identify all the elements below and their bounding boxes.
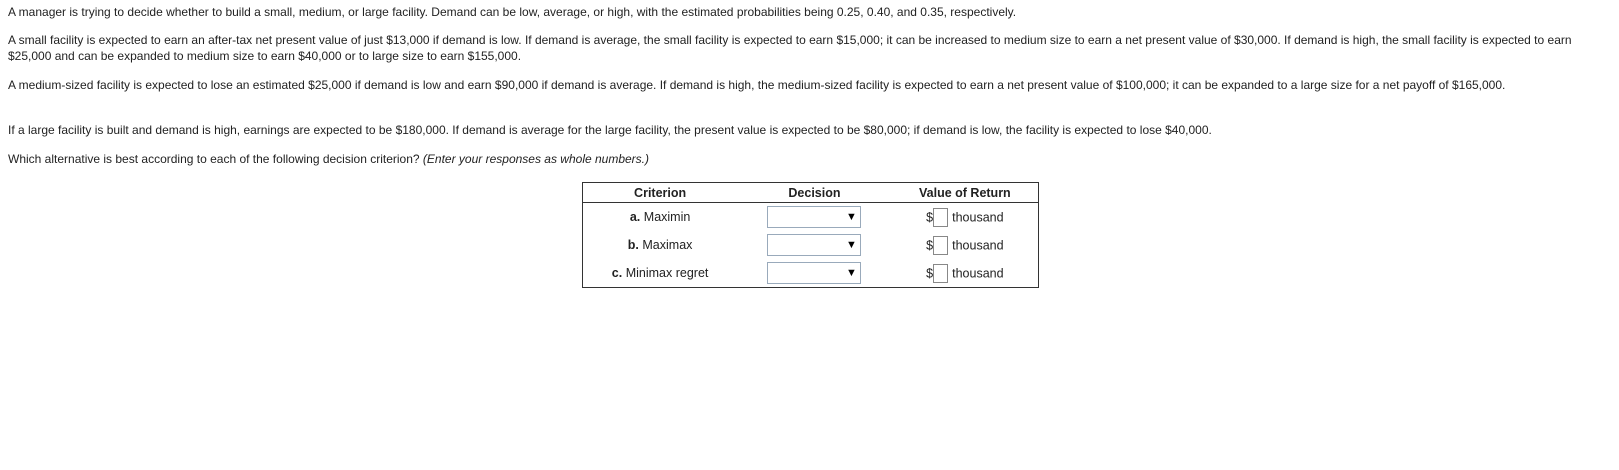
header-decision: Decision: [737, 183, 892, 203]
decision-cell: [737, 231, 892, 259]
header-value-of-return: Value of Return: [892, 183, 1039, 203]
unit-label: thousand: [952, 210, 1004, 224]
value-input-minimax-regret[interactable]: [933, 264, 948, 283]
answer-instruction: (Enter your responses as whole numbers.): [422, 152, 650, 166]
criterion-label: Minimax regret: [625, 266, 709, 280]
decision-dropdown-maximin[interactable]: [767, 206, 861, 228]
decision-dropdown-maximax[interactable]: [767, 234, 861, 256]
criterion-cell: [583, 231, 738, 259]
problem-paragraph-3: A medium-sized facility is expected to lose an estimated $25,000 if demand is low and earn $90,000 if demand is average. If demand is high, the medium-sized facility is expected to earn a net present value of $100,000; it can be expanded to a large size for a net payoff of $165,000.: [8, 78, 1506, 92]
criterion-label: Maximax: [642, 238, 693, 252]
decision-criteria-table: [582, 182, 1039, 288]
criterion-cell: [583, 203, 738, 232]
table-header-row: [583, 183, 1039, 203]
decision-dropdown-minimax-regret[interactable]: [767, 262, 861, 284]
criterion-letter: a.: [629, 210, 641, 224]
currency-symbol: $: [926, 238, 934, 252]
value-input-maximin[interactable]: [933, 208, 948, 227]
table-row: [583, 231, 1039, 259]
question-prompt: Which alternative is best according to each of the following decision criterion?: [8, 152, 420, 166]
currency-symbol: $: [926, 210, 934, 224]
header-criterion: Criterion: [583, 183, 738, 203]
problem-paragraph-2: A small facility is expected to earn an after-tax net present value of just $13,000 if demand is low. If demand is average, the small facility is expected to earn $15,000; it can be increased to medium size to earn a net present value of $30,000. If demand is high, the small facility is expected to earn $25,000 and can be expanded to medium size to earn $40,000 or to large size to earn $155,000.: [8, 33, 1572, 63]
unit-label: thousand: [952, 266, 1004, 280]
question-text: [8, 151, 1608, 167]
criterion-cell: [583, 259, 738, 288]
table-row: [583, 259, 1039, 288]
problem-paragraph-4: If a large facility is built and demand is high, earnings are expected to be $180,000. If demand is average for the large facility, the present value is expected to be $80,000; if demand is low, the facility is expected to lose $40,000.: [8, 123, 1212, 137]
criterion-label: Maximin: [643, 210, 691, 224]
decision-cell: [737, 203, 892, 232]
value-cell: [892, 231, 1039, 259]
currency-symbol: $: [926, 266, 934, 280]
value-cell: [892, 203, 1039, 232]
value-input-maximax[interactable]: [933, 236, 948, 255]
criterion-letter: b.: [627, 238, 639, 252]
value-cell: [892, 259, 1039, 288]
dropdown-arrow-icon[interactable]: ▼: [846, 239, 857, 251]
table-row: [583, 203, 1039, 232]
criterion-letter: c.: [611, 266, 623, 280]
decision-cell: [737, 259, 892, 288]
dropdown-arrow-icon[interactable]: ▼: [846, 267, 857, 279]
unit-label: thousand: [952, 238, 1004, 252]
problem-paragraph-1: A manager is trying to decide whether to build a small, medium, or large facility. Demand can be low, average, or high, with the estimated probabilities being 0.25, 0.40, and 0.35, respectively.: [8, 5, 1017, 19]
dropdown-arrow-icon[interactable]: ▼: [846, 211, 857, 223]
